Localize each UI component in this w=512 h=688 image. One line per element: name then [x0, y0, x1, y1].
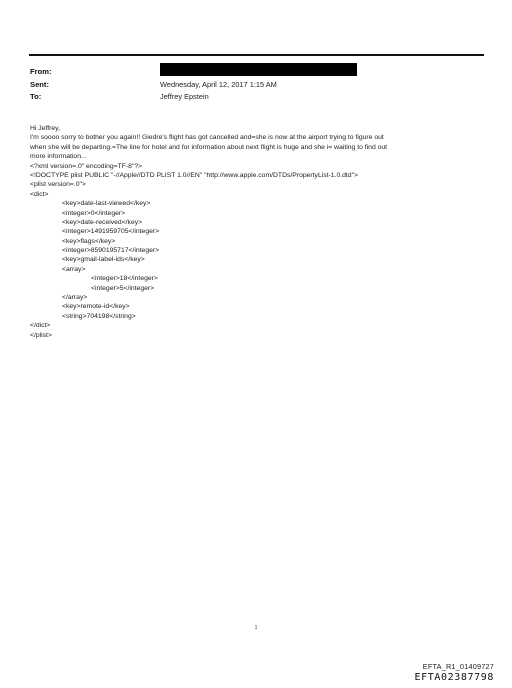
- dict-close-line: </dict>: [30, 322, 51, 330]
- plist-entry-line: </array>: [62, 294, 88, 302]
- message-line: I'm soooo sorry to bother you again!! Giedre's flight has got cancelled and=she is now at the airport trying to figure out: [30, 134, 384, 142]
- plist-close-line: </plist>: [30, 331, 52, 339]
- message-line: when she will be departing.=The line for hotel and for information about next flight is huge and she i= waiting to find out: [30, 143, 388, 151]
- sent-value: Wednesday, April 12, 2017 1:15 AM: [160, 80, 277, 89]
- plist-entry-line: <key>date-last-viewed</key>: [62, 200, 151, 208]
- bates-number-small: EFTA_R1_01409727: [422, 662, 494, 671]
- plist-entry-line: <key>flags</key>: [62, 237, 116, 245]
- dict-open-line: <dict>: [30, 190, 49, 198]
- plist-entry-line: <string>704198</string>: [62, 312, 136, 320]
- plist-entry-line: <array>: [62, 265, 86, 273]
- redaction-block: [160, 63, 357, 76]
- sent-label: Sent:: [30, 80, 49, 89]
- plist-entry-line: <integer>8590195717</integer>: [62, 247, 160, 255]
- bates-number-large: EFTA02387798: [414, 672, 494, 683]
- plist-entry-line: <key>date-received</key>: [62, 218, 143, 226]
- plist-entry-line: <key>gmail-label-ids</key>: [62, 256, 145, 264]
- plist-array-item-line: <integer>18</integer>: [91, 275, 158, 283]
- header-rule: [29, 54, 484, 56]
- email-body: [30, 124, 490, 340]
- plist-entry-line: <key>remote-id</key>: [62, 303, 130, 311]
- to-label: To:: [30, 92, 42, 101]
- to-value: Jeffrey Epstein: [160, 92, 209, 101]
- greeting-line: Hi Jeffrey,: [30, 125, 60, 132]
- plist-open-line: <plist version=.0">: [30, 181, 86, 189]
- xml-declaration-line: <?xml version=.0" encoding=TF-8"?>: [30, 162, 143, 170]
- plist-entry-line: <integer>0</integer>: [62, 209, 126, 217]
- plist-entry-line: <integer>1491959705</integer>: [62, 228, 160, 236]
- doctype-line: <!DOCTYPE plist PUBLIC "-//Apple//DTD PLIST 1.0//EN" "http://www.apple.com/DTDs/PropertyList-1.0.dtd">: [30, 171, 358, 179]
- page-number: 1: [254, 625, 258, 631]
- from-label: From:: [30, 67, 52, 76]
- message-line: more information...: [30, 153, 87, 161]
- plist-array-item-line: <integer>5</integer>: [91, 284, 155, 292]
